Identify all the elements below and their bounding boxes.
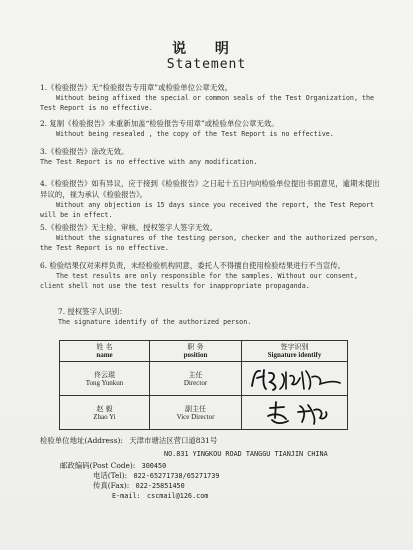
address-en: NO.831 YINGKOU ROAD TANGGU TIANJIN CHINA [164, 450, 328, 458]
row-2-name: 赵 毅 Zhao Yi [60, 396, 150, 430]
signature-table [59, 340, 348, 430]
email-label: E-mail: [112, 492, 141, 500]
email-value: cscmail@126.com [147, 492, 209, 500]
statement-item-6 [40, 260, 380, 291]
header-position: 职 务 position [150, 341, 242, 362]
statement-item-3 [40, 146, 380, 167]
row-1-position: 主任 Director [150, 362, 242, 396]
title-english: Statement [166, 57, 247, 72]
address-line [40, 436, 217, 446]
item-1-cn: 1.《检验报告》无“检验报告专用章”或检验单位公章无效。 [40, 83, 232, 92]
statement-item-4 [40, 178, 380, 220]
address-label: 检验单位地址(Address): [40, 436, 123, 445]
handwritten-signature-2 [242, 396, 347, 429]
row-1-name: 佟云琨 Tong Yunkun [60, 362, 150, 396]
item-4-en: Without any objection is 15 days since you received the report, the Test Report will be in effect. [40, 201, 379, 219]
title-chinese: 说 明 [172, 41, 241, 57]
email-line [112, 491, 208, 501]
row-2-signature [242, 396, 348, 430]
item-2-en: Without being resealed , the copy of the Test Report is no effective. [56, 130, 334, 138]
item-6-cn: 6. 检验结果仅对来样负责，未经检验机构同意，委托人不得擅自使用检验结果进行不当宣传。 [40, 261, 346, 270]
fax-value: 022-25851450 [135, 482, 185, 490]
table-row [60, 362, 348, 396]
item-5-cn: 5.《检验报告》无主检、审核、授权签字人签字无效。 [40, 223, 218, 232]
item-3-en: The Test Report is no effective with any modification. [40, 158, 258, 166]
tel-value: 022-65271738/65271739 [133, 472, 220, 480]
item-5-en: Without the signatures of the testing person, checker and the authorized person, the Test Report is no effective. [40, 234, 383, 252]
item-4-cn: 4.《检验报告》如有异议，应于接到《检验报告》之日起十五日内向检验单位提出书面意见，逾期未提出异议的，视为承认《检验报告》。 [40, 179, 380, 199]
row-1-signature [242, 362, 348, 396]
fax-label: 传真(Fax): [93, 481, 130, 490]
postcode-label: 邮政编码(Post Code): [60, 461, 136, 470]
postcode-value: 300450 [141, 462, 167, 470]
item-6-en: The test results are only responsible for the samples. Without our consent, client shell not use the test results for inappropriate propaganda. [40, 272, 362, 290]
item-3-cn: 3.《检验报告》涂改无效。 [40, 147, 129, 156]
statement-item-2 [40, 118, 380, 139]
header-signature: 签字识别 Signature identify [242, 341, 348, 362]
postcode-line [60, 461, 166, 471]
signatory-section [58, 306, 378, 327]
header-name: 姓 名 name [60, 341, 150, 362]
item-1-en: Without being affixed the special or common seals of the Test Organization, the Test Report is no effective. [40, 94, 379, 112]
signatory-cn: 7. 授权签字人识别： [58, 307, 127, 316]
table-row [60, 396, 348, 430]
table-header-row [60, 341, 348, 362]
address-cn: 天津市塘沽区营口道831号 [129, 436, 218, 445]
tel-label: 电话(Tel): [93, 471, 128, 480]
row-2-position: 副主任 Vice Director [150, 396, 242, 430]
handwritten-signature-1 [242, 362, 347, 395]
tel-line [93, 471, 219, 481]
statement-item-5 [40, 222, 383, 253]
fax-line [93, 481, 185, 491]
statement-item-1 [40, 82, 380, 113]
signatory-en: The signature identify of the authorized person. [58, 318, 252, 326]
item-2-cn: 2. 复制《检验报告》未重新加盖“检验报告专用章”或检验单位公章无效。 [40, 119, 279, 128]
